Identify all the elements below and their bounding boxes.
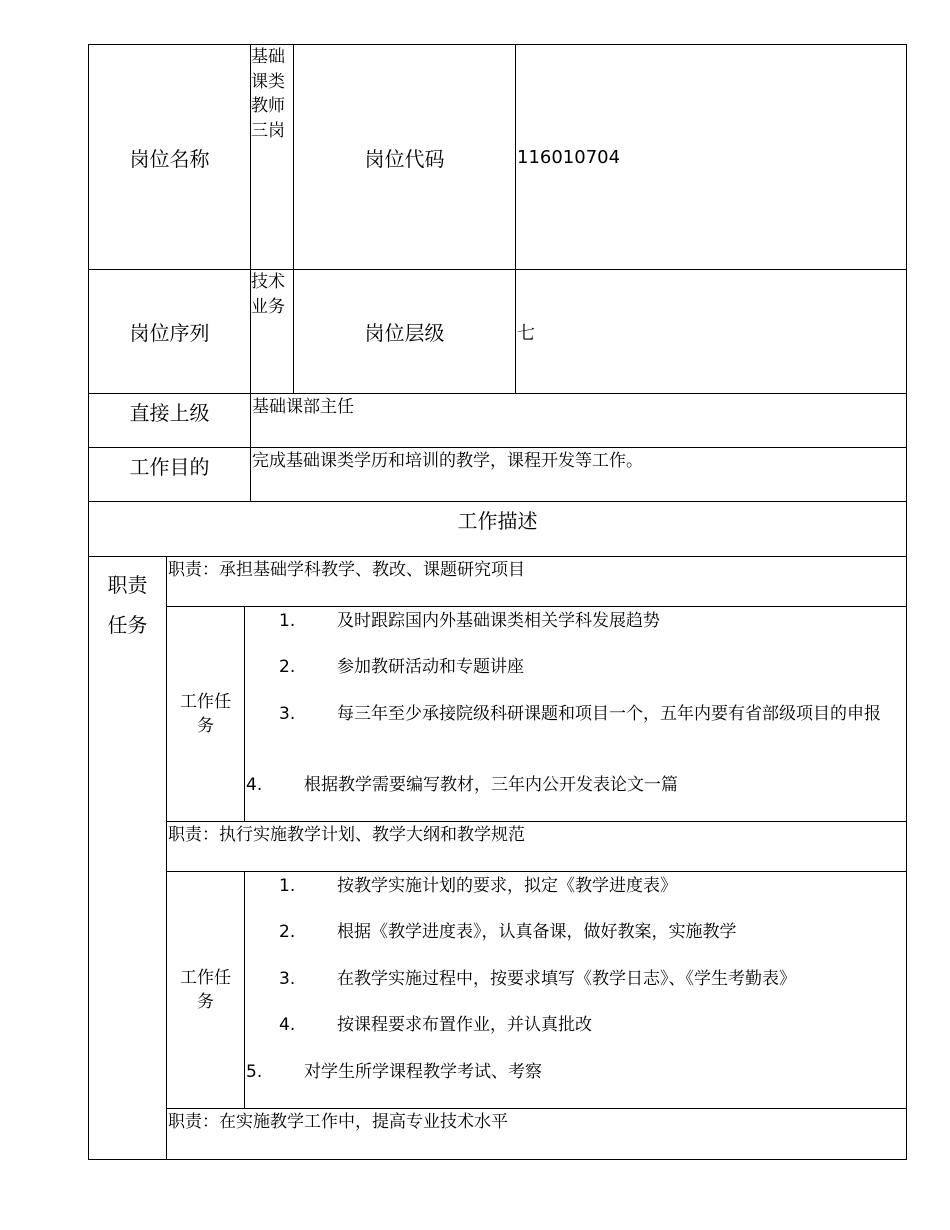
position-series-value: 技术业务 <box>250 269 294 394</box>
duty-1-title: 职责：承担基础学科教学、教改、课题研究项目 <box>166 556 907 607</box>
duty-2-task-item: 3. 在教学实施过程中，按要求填写《教学日志》、《学生考勤表》 <box>279 969 796 989</box>
position-series-label: 岗位序列 <box>88 269 251 394</box>
duty-2-task-item: 1. 按教学实施计划的要求，拟定《教学进度表》 <box>279 876 677 896</box>
duty-1-task-item: 3. 每三年至少承接院级科研课题和项目一个，五年内要有省部级项目的申报 <box>279 704 881 724</box>
duties-label-line1: 职责 <box>107 573 148 597</box>
supervisor-label: 直接上级 <box>88 393 251 448</box>
duty-2-title: 职责：执行实施教学计划、教学大纲和教学规范 <box>166 821 907 872</box>
job-description-table <box>88 44 907 1160</box>
duty-2-task-label: 工作任务 <box>166 871 245 1109</box>
duty-1-task-item: 4. 根据教学需要编写教材，三年内公开发表论文一篇 <box>246 775 678 795</box>
position-level-value: 七 <box>515 269 907 394</box>
duties-tasks-label <box>88 556 167 1160</box>
work-description-heading: 工作描述 <box>88 501 907 557</box>
purpose-value: 完成基础课类学历和培训的教学，课程开发等工作。 <box>250 447 907 502</box>
position-level-label: 岗位层级 <box>293 269 516 394</box>
duty-2-task-item: 4. 按课程要求布置作业，并认真批改 <box>279 1015 592 1035</box>
position-code-value: 116010704 <box>515 44 907 270</box>
duty-2-task-item: 5. 对学生所学课程教学考试、考察 <box>246 1062 542 1082</box>
duty-1-task-item: 2. 参加教研活动和专题讲座 <box>279 657 524 677</box>
position-code-label: 岗位代码 <box>293 44 516 270</box>
duty-3-title: 职责：在实施教学工作中，提高专业技术水平 <box>166 1108 907 1160</box>
duty-1-task-item: 1. 及时跟踪国内外基础课类相关学科发展趋势 <box>279 611 660 631</box>
supervisor-value: 基础课部主任 <box>250 393 907 448</box>
duty-2-task-list <box>244 871 907 1109</box>
purpose-label: 工作目的 <box>88 447 251 502</box>
duty-2-task-item: 2. 根据《教学进度表》，认真备课，做好教案，实施教学 <box>279 922 737 942</box>
duty-1-task-label: 工作任务 <box>166 606 245 822</box>
duties-label-line2: 任务 <box>107 613 148 637</box>
duty-1-task-list <box>244 606 907 822</box>
position-name-value: 基础课类教师三岗 <box>250 44 294 270</box>
position-name-label: 岗位名称 <box>88 44 251 270</box>
